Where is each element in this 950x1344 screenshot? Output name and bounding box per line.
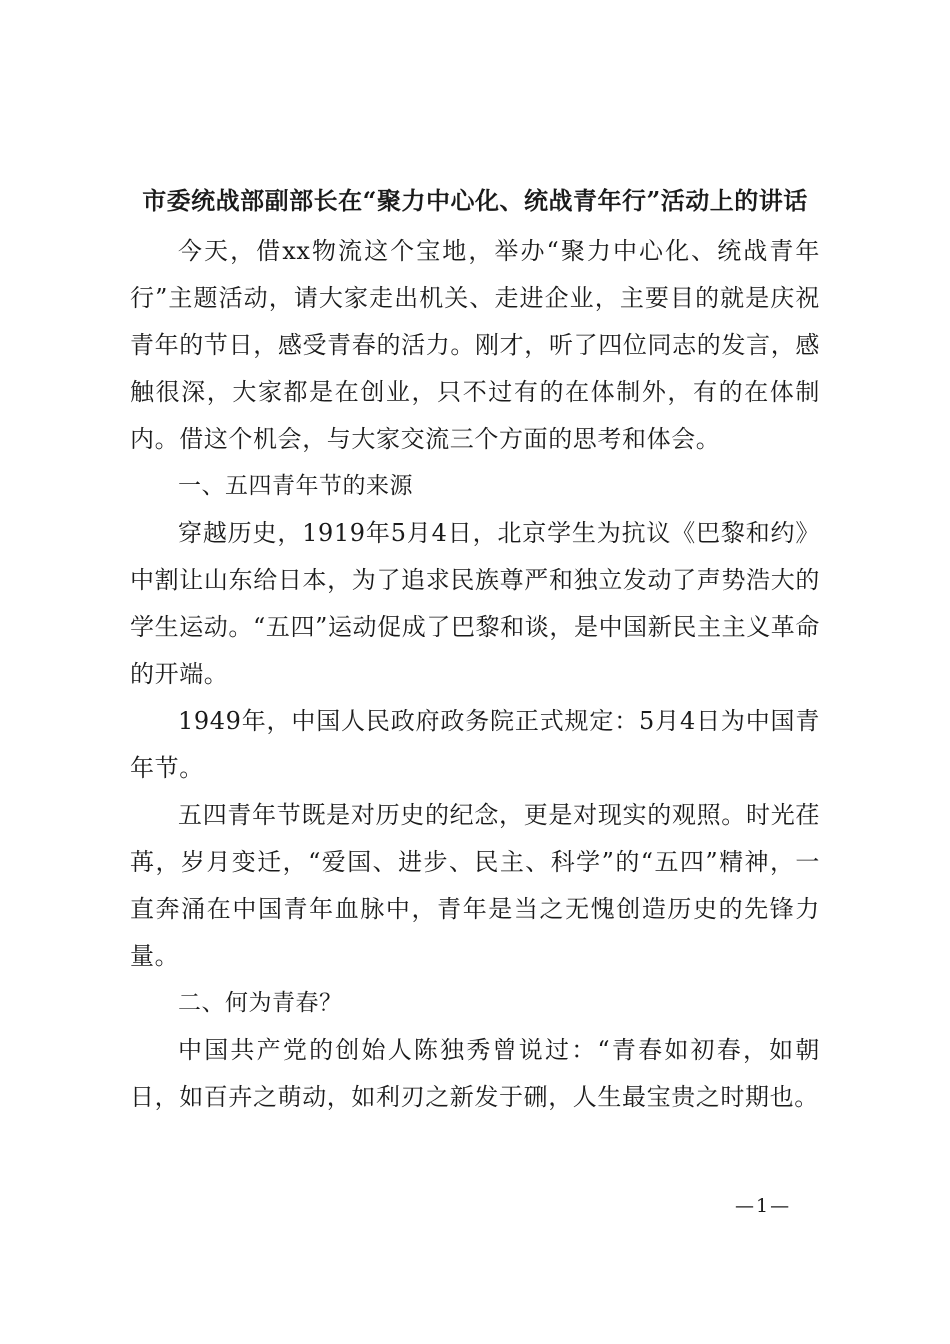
paragraph-quote: 中国共产党的创始人陈独秀曾说过：“青春如初春，如朝日，如百卉之萌动，如利刃之新发于硎，人生最宝贵之时期也。	[130, 1036, 820, 1111]
paragraph-1949: 1949年，中国人民政府政务院正式规定：5月4日为中国青年节。	[130, 707, 820, 782]
page-number: —1—	[735, 1195, 792, 1217]
document-title: 市委统战部副部长在“聚力中心化、统战青年行”活动上的讲话	[142, 186, 808, 215]
section-heading-2: 二、何为青春？	[178, 990, 343, 1016]
paragraph-significance: 五四青年节既是对历史的纪念，更是对现实的观照。时光荏苒，岁月变迁，“爱国、进步、民主、科学”的“五四”精神，一直奔涌在中国青年血脉中，青年是当之无愧创造历史的先锋力量。	[130, 801, 820, 970]
section-heading-1: 一、五四青年节的来源	[178, 473, 413, 499]
paragraph-intro: 今天，借xx物流这个宝地，举办“聚力中心化、统战青年行”主题活动，请大家走出机关、走进企业，主要目的就是庆祝青年的节日，感受青春的活力。刚才，听了四位同志的发言，感触很深，大家都是在创业，只不过有的在体制外，有的在体制内。借这个机会，与大家交流三个方面的思考和体会。	[130, 237, 820, 453]
document-body	[130, 178, 820, 1121]
paragraph-history: 穿越历史，1919年5月4日，北京学生为抗议《巴黎和约》中割让山东给日本，为了追求民族尊严和独立发动了声势浩大的学生运动。“五四”运动促成了巴黎和谈，是中国新民主主义革命的开端。	[130, 519, 820, 688]
